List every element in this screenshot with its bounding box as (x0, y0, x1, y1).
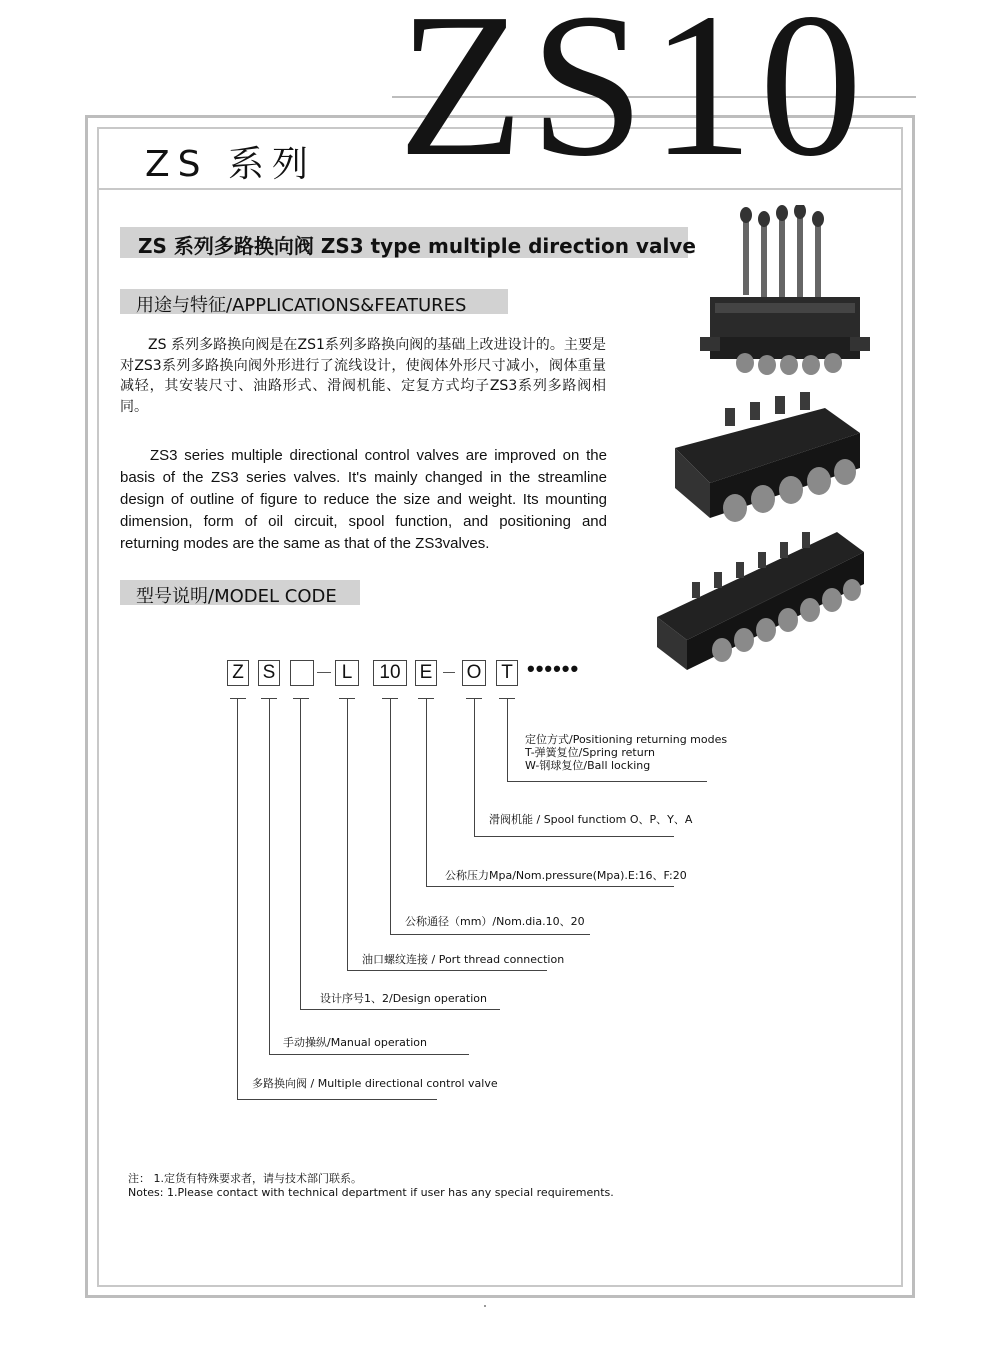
underline-design (300, 1009, 500, 1010)
applications-text-cn: ZS 系列多路换向阀是在ZS1系列多路换向阀的基础上改进设计的。主要是对ZS3系列多路换向阀外形进行了流线设计，使阀体外形尺寸减小，阀体重量减轻，其安装尺寸、油路形式、滑阀机能、定复方式均子ZS3系列多路阀相同。 (120, 337, 606, 415)
applications-heading: 用途与特征/APPLICATIONS&FEATURES (120, 289, 508, 314)
label-thread: 油口螺纹连接 / Port thread connection (362, 953, 565, 966)
label-diameter: 公称通径（mm）/Nom.dia.10、20 (405, 915, 585, 928)
valve-photo-multi-section (652, 522, 867, 670)
bottom-mark (484, 1305, 486, 1307)
label-manual: 手动操纵/Manual operation (283, 1036, 427, 1049)
leader-design (300, 698, 301, 1009)
code-box-e: E (415, 660, 437, 686)
label-design: 设计序号1、2/Design operation (320, 992, 487, 1005)
code-box-t: T (496, 660, 518, 686)
leader-positioning (507, 698, 508, 781)
leader-manual (269, 698, 270, 1054)
code-box-s: S (258, 660, 280, 686)
leader-spool (474, 698, 475, 836)
applications-text-en: ZS3 series multiple directional control valves are improved on the basis of the ZS3 series valves. It's mainly changed in the streamline design of outline of figure to reduce the size and weight. Its mounting dimension, form of oil circuit, spool function, and positioning and returning modes are the same as that of the ZS3valves. (120, 447, 607, 552)
underline-diameter (390, 934, 590, 935)
underline-multi (237, 1099, 437, 1100)
label-positioning-t: T-弹簧复位/Spring return (525, 746, 656, 759)
big-title: ZS10 (398, 0, 869, 199)
label-pressure: 公称压力Mpa/Nom.pressure(Mpa).E:16、F:20 (445, 869, 687, 882)
code-box-10: 10 (373, 660, 407, 686)
underline-spool (474, 836, 674, 837)
notes-en: Notes: 1.Please contact with technical department if user has any special requirements. (128, 1186, 614, 1199)
underline-manual (269, 1054, 469, 1055)
leader-diameter (390, 698, 391, 934)
code-box-z: Z (227, 660, 249, 686)
underline-positioning (507, 781, 707, 782)
leader-multi (237, 698, 238, 1099)
code-box-design (290, 660, 314, 686)
underline-thread (347, 970, 547, 971)
code-box-l: L (335, 660, 359, 686)
leader-tick (293, 698, 309, 699)
label-positioning (525, 733, 727, 772)
section-heading: ZS 系列多路换向阀 ZS3 type multiple direction valve (120, 227, 688, 258)
code-trailing-dots: •••••• (527, 656, 580, 681)
notes (128, 1172, 614, 1200)
underline-pressure (426, 886, 674, 887)
notes-cn: 注： 1.定货有特殊要求者，请与技术部门联系。 (128, 1172, 362, 1185)
leader-pressure (426, 698, 427, 886)
valve-photo-handles (695, 205, 875, 380)
code-dash-2 (443, 672, 455, 673)
series-title: ZS 系列 (145, 144, 316, 185)
label-positioning-title: 定位方式/Positioning returning modes (525, 733, 728, 746)
label-positioning-w: W-钢球复位/Ball locking (525, 759, 651, 772)
label-multi: 多路换向阀 / Multiple directional control valve (252, 1077, 498, 1090)
model-code-heading: 型号说明/MODEL CODE (120, 580, 360, 605)
leader-tick (230, 698, 246, 699)
code-box-o: O (462, 660, 486, 686)
leader-thread (347, 698, 348, 970)
code-dash-1 (317, 672, 331, 673)
valve-photo-compact (665, 388, 865, 533)
label-spool: 滑阀机能 / Spool functiom O、P、Y、A (489, 813, 693, 826)
